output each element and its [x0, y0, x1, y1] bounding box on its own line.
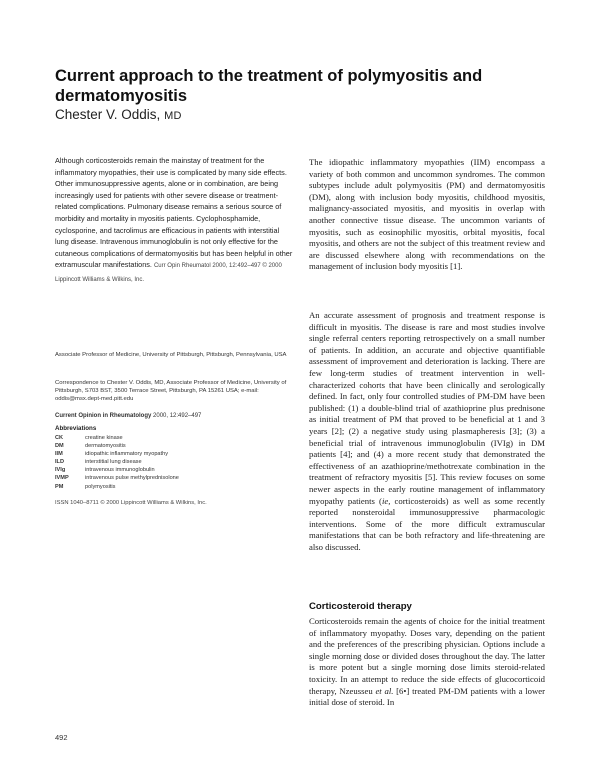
abbreviations-list — [55, 434, 295, 491]
cs-et-al: et al. — [375, 685, 394, 696]
abbreviation-row — [55, 458, 295, 466]
cs-text-a: Corticosteroids remain the agents of choice for the initial treatment of inflammatory myopathy. Doses vary, depending on the patient and the preferences of the prescribing physician. Options include a single morning dose or divided doses throughout the day. The latter is more potent but a single morning dose limits steroid-related toxicity. In an attempt to reduce the side effects of glucocorticoid therapy, Nzeusseu — [309, 616, 545, 696]
abbreviation: CK — [55, 435, 64, 441]
intro-paragraph-2 — [309, 310, 545, 553]
issn-line: ISSN 1040–8711 © 2000 Lippincott Williams & Wilkins, Inc. — [55, 500, 207, 506]
abbreviation-row — [55, 442, 295, 450]
journal-reference — [55, 413, 295, 419]
abbreviation-meaning: polymyositis — [85, 483, 116, 490]
abbreviation: IVMP — [55, 475, 69, 482]
article-title: Current approach to the treatment of polymyositis and dermatomyositis — [55, 67, 483, 105]
abbreviation-meaning: idiopathic inflammatory myopathy — [85, 451, 169, 458]
cs-text-b: [6•] treated PM-DM patients with a lower initial dose of steroid. In — [309, 685, 545, 708]
journal-name: Current Opinion in Rheumatology — [55, 413, 152, 419]
intro-p2-text-b: corticosteroids) as well as some recently reported nonsteroidal immunosuppressive pharmacologic interventions. Some of the more difficult extramuscular manifestations that can be both refractory and life-threatening are also discussed. — [309, 495, 545, 552]
abbreviation: IVIg — [55, 467, 66, 474]
journal-ref: 2000, 12:492–497 — [153, 413, 202, 419]
intro-paragraph-1: The idiopathic inflammatory myopathies (IIM) encompass a variety of both common and uncommon syndromes. The common subtypes include adult polymyositis (PM) and dermatomyositis (DM), along with inclusion body myositis, childhood myositis, malignancy-associated myositis, and myositis in overlap with another connective tissue disease. The uncommon variants of myositis, such as eosinophilic myositis, orbital myositis, focal myositis, and others are not the subject of this treatment review and are discussed elsewhere along with recommendations on the management of inclusion body myositis [1]. — [309, 157, 545, 272]
author-name: Chester V. Oddis, — [55, 107, 161, 122]
correspondence: Correspondence to Chester V. Oddis, MD, Associate Professor of Medicine, University of Pittsburgh, S703 BST, 3500 Terrace Street, Pittsburgh, PA 15261 USA; e-mail: oddis@msx.dept-med.pitt.edu — [55, 380, 287, 403]
abbreviation: ILD — [55, 459, 65, 466]
author-line — [55, 107, 182, 122]
abstract-text: Although corticosteroids remain the mainstay of treatment for the inflammatory myopathies, their use is complicated by many side effects. Other immunosuppressive agents, alone or in combination, are being increasingly used for patients with other severe disease or treatment-related complications. Pulmonary disease remains a serious source of morbidity and mortality in myositis patients. Cyclophosphamide, cyclosporine, and tacrolimus are efficacious in patients with interstitial lung disease. Intravenous immunoglobulin is not only effective for the cutaneous complications of dermatomyositis but has been helpful in other extramuscular manifestations. — [55, 156, 293, 270]
abbreviation: PM — [55, 483, 64, 490]
abbreviation-meaning: creatine kinase — [85, 435, 123, 441]
abbreviation-row — [55, 466, 295, 474]
affiliation: Associate Professor of Medicine, University of Pittsburgh, Pittsburgh, Pennsylvania, USA — [55, 352, 287, 358]
abbreviation: DM — [55, 443, 64, 450]
intro-p2-text-a: An accurate assessment of prognosis and treatment response is difficult in myositis. The disease is rare and most studies involve single referral centers reporting retrospectively on a small number of patients. In addition, an accurate and objective quantifiable assessment of improvement and deterioration is lacking. There are few long-term studies of treatment intervention in well-characterized cohorts that have been clinically and serologically defined. In fact, only four controlled studies of PM-DM have been published: (1) a double-blind trial of azathioprine plus prednisone as initial treatment of PM that proved to be beneficial at 1 and 3 years [2]; (2) a negative study using plasmapheresis [3]; (3) a beneficial trial of intravenous immunoglobulin (IVIg) in DM patients [4]; and (4) a more recent study that demonstrated the effectiveness of an azathioprine/methotrexate combination in the treatment of refractory myositis [5]. This review focuses on some newer aspects in the early routine management of inflammatory myopathy patients ( — [309, 310, 545, 506]
abbreviation-row — [55, 434, 295, 442]
abbreviation-meaning: dermatomyositis — [85, 443, 126, 450]
author-degree: MD — [164, 110, 182, 122]
intro-p2-ie: ie, — [381, 495, 391, 506]
abbreviation-row — [55, 483, 295, 491]
abbreviation-meaning: interstitial lung disease — [85, 459, 142, 466]
abbreviation-meaning: intravenous pulse methylprednisolone — [85, 475, 179, 482]
abbreviations-heading: Abbreviations — [55, 425, 97, 432]
abbreviation-row — [55, 450, 295, 458]
page-number: 492 — [55, 733, 68, 742]
abbreviation-row — [55, 474, 295, 482]
abstract-citation: Curr Opin Rheumatol 2000, 12:492–497 © 2000 Lippincott Williams & Wilkins, Inc. — [55, 263, 282, 283]
abstract — [55, 155, 293, 287]
abbreviation-meaning: intravenous immunoglobulin — [85, 467, 155, 474]
corticosteroid-paragraph — [309, 616, 545, 709]
section-heading: Corticosteroid therapy — [309, 601, 412, 612]
abbreviation: IIM — [55, 451, 63, 458]
